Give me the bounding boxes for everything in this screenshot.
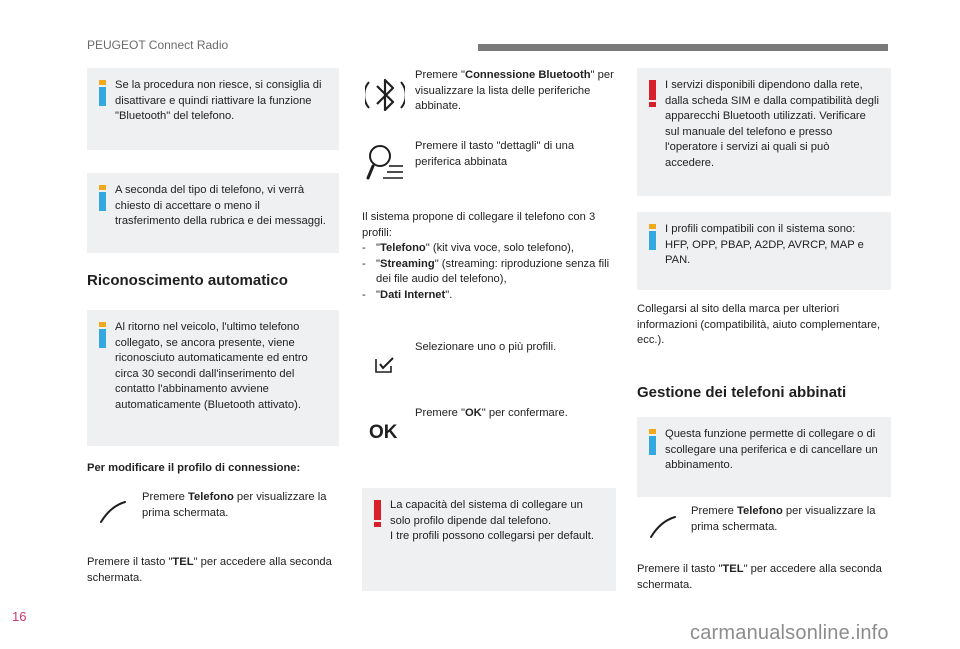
warning-icon xyxy=(374,500,381,526)
step-press-telefono: Premere Telefono per visualizzare la prima schermata. xyxy=(142,491,327,519)
info-note-retry xyxy=(87,68,339,150)
details-search-icon xyxy=(365,140,407,184)
section-heading-paired-phones: Gestione dei telefoni abbinati xyxy=(637,384,847,401)
step-press-tel: Premere il tasto "TEL" per accedere alla seconda schermata. xyxy=(87,556,332,584)
profiles-list xyxy=(362,241,612,303)
header-rule xyxy=(478,44,888,51)
ok-icon: OK xyxy=(369,422,398,443)
note-text: A seconda del tipo di telefono, vi verrà chiesto di accettare o meno il trasferimento della rubrica e dei messaggi. xyxy=(115,184,326,228)
bluetooth-icon xyxy=(365,72,405,118)
running-header: PEUGEOT Connect Radio xyxy=(87,38,229,52)
step-details: Premere il tasto "dettagli" di una periferica abbinata xyxy=(415,140,575,168)
page-number: 16 xyxy=(12,609,27,624)
profiles-intro: Il sistema propone di collegare il telefono con 3 profili: xyxy=(362,211,596,239)
subheading-change-profile: Per modificare il profilo di connessione: xyxy=(87,462,301,474)
info-icon xyxy=(649,224,656,250)
note-text: La capacità del sistema di collegare un solo profilo dipende dal telefono. I tre profili possono collegarsi per default. xyxy=(390,499,594,543)
checkbox-icon xyxy=(375,356,395,374)
watermark: carmanualsonline.info xyxy=(690,622,889,644)
info-note-phone-type xyxy=(87,173,339,253)
note-text: Se la procedura non riesce, si consiglia di disattivare e quindi riattivare la funzione "Bluetooth" del telefono. xyxy=(115,79,322,123)
info-note-compatible-profiles xyxy=(637,212,891,290)
phone-handset-icon xyxy=(648,515,678,541)
brand-site-info: Collegarsi al sito della marca per ulteriori informazioni (compatibilità, aiuto complementare, ecc.). xyxy=(637,303,881,347)
step-press-telefono: Premere Telefono per visualizzare la prima schermata. xyxy=(691,505,876,533)
step-press-tel: Premere il tasto "TEL" per accedere alla seconda schermata. xyxy=(637,563,882,591)
info-icon xyxy=(99,185,106,211)
note-text: I servizi disponibili dipendono dalla rete, dalla scheda SIM e dalla compatibilità degli apparecchi Bluetooth utilizzati. Verificare sul manuale del telefono e presso l'operatore i servizi ai quali si può accedere. xyxy=(665,79,879,169)
info-note-auto-recognition xyxy=(87,310,339,446)
info-icon xyxy=(99,322,106,348)
list-item: - "Dati Internet". xyxy=(362,288,612,304)
phone-handset-icon xyxy=(98,500,128,526)
list-item: - "Streaming" (streaming: riproduzione senza fili dei file audio del telefono), xyxy=(362,257,612,288)
step-press-ok: Premere "OK" per confermare. xyxy=(415,407,568,419)
note-text: I profili compatibili con il sistema sono: HFP, OPP, PBAP, A2DP, AVRCP, MAP e PAN. xyxy=(665,223,864,267)
info-note-paired-management xyxy=(637,417,891,497)
section-heading-auto-recognition: Riconoscimento automatico xyxy=(87,272,288,289)
warning-note-services xyxy=(637,68,891,196)
step-bluetooth-connection: Premere "Connessione Bluetooth" per visualizzare la lista delle periferiche abbinate. xyxy=(415,69,614,113)
note-text: Questa funzione permette di collegare o di scollegare una periferica e di cancellare un abbinamento. xyxy=(665,428,878,472)
list-item: - "Telefono" (kit viva voce, solo telefono), xyxy=(362,241,612,257)
note-text: Al ritorno nel veicolo, l'ultimo telefono collegato, se ancora presente, viene riconosciuto automaticamente ed entro circa 30 secondi dall'inserimento del contatto l'abbinamento avviene automaticamente (Bluetooth attivato). xyxy=(115,321,308,411)
step-select-profiles: Selezionare uno o più profili. xyxy=(415,341,557,353)
info-icon xyxy=(649,429,656,455)
warning-icon xyxy=(649,80,656,106)
info-icon xyxy=(99,80,106,106)
warning-note-profile-capacity xyxy=(362,488,616,591)
